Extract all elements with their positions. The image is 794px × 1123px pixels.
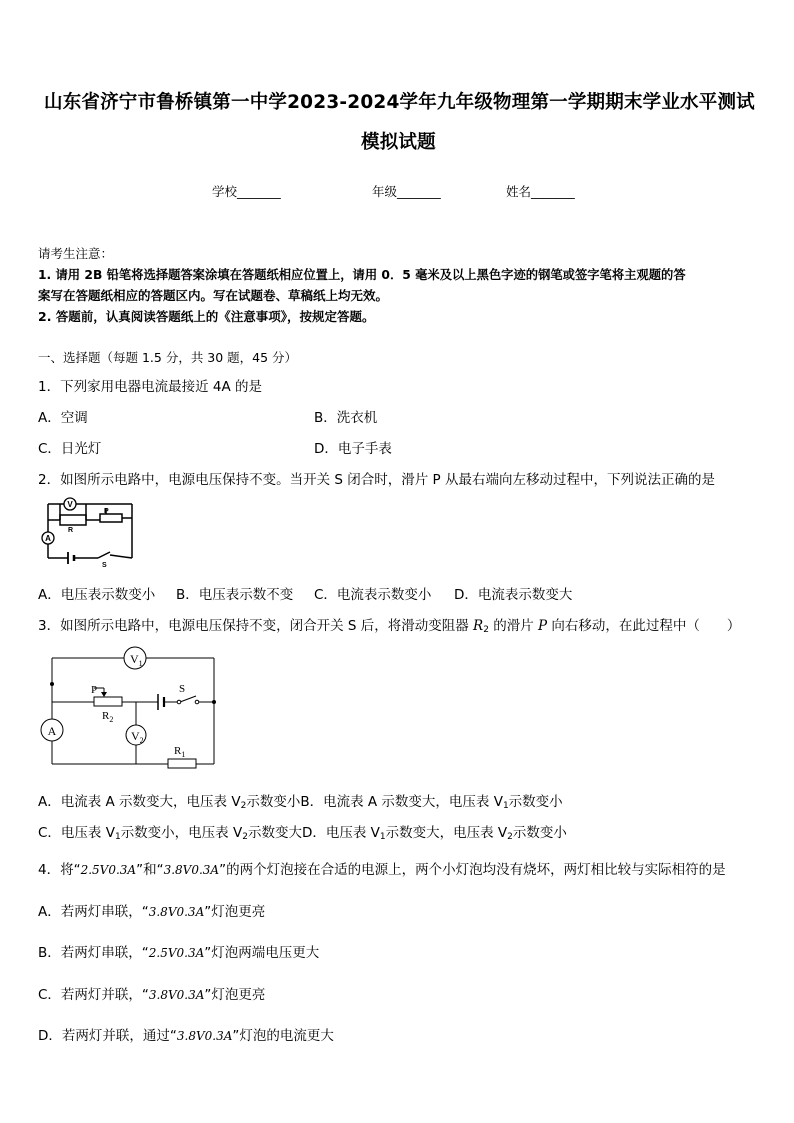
q2-option-c: C．电流表示数变小 [314, 587, 432, 603]
q2-resistor-label: R [68, 527, 74, 534]
section1-heading: 一、选择题（每题 1.5 分，共 30 题，45 分） [38, 350, 298, 365]
q1-option-d: D．电子手表 [314, 441, 392, 457]
q3-slider-label: P [91, 684, 98, 696]
exam-title-line2: 模拟试题 [361, 132, 436, 153]
q3-circuit-diagram [36, 646, 220, 772]
notice-item1-line2: 案写在答题纸相应的答题区内。写在试题卷、草稿纸上均无效。 [38, 288, 389, 303]
q3-stem: 3．如图所示电路中，电源电压保持不变，闭合开关 S 后，将滑动变阻器 $R_2$ 的滑片 P 向右移动，在此过程中（ ） [38, 618, 741, 635]
grade-field: 年级_______ [372, 184, 441, 199]
q1-option-c: C．日光灯 [38, 441, 102, 457]
q2-stem: 2．如图所示电路中，电源电压保持不变。当开关 S 闭合时，滑片 P 从最右端向左移动过程中，下列说法正确的是 [38, 472, 715, 488]
q2-voltmeter-label: V [67, 500, 73, 509]
q4-option-a: A．若两灯串联，“3.8V0.3A”灯泡更亮 [38, 904, 266, 920]
q4-option-c: C．若两灯并联，“3.8V0.3A”灯泡更亮 [38, 987, 266, 1003]
q3-option-b: B．电流表 A 示数变大，电压表 $V_1$示数变小 [300, 794, 563, 811]
q4-stem: 4．将“2.5V0.3A”和“3.8V0.3A”的两个灯泡接在合适的电源上，两个小灯泡均没有烧坏，两灯相比较与实际相符的是 [38, 862, 726, 878]
exam-title-line1: 山东省济宁市鲁桥镇第一中学2023-2024学年九年级物理第一学期期末学业水平测试 [44, 92, 755, 113]
notice-item2: 2. 答题前，认真阅读答题纸上的《注意事项》，按规定答题。 [38, 309, 375, 324]
q3-options-cd [38, 821, 567, 842]
q3-option-c: C．电压表 $V_1$示数变小，电压表 $V_2$示数变大 [38, 825, 302, 842]
q1-option-b: B．洗衣机 [314, 410, 378, 426]
q4-option-d: D．若两灯并联，通过“3.8V0.3A”灯泡的电流更大 [38, 1028, 334, 1044]
q1-option-a: A．空调 [38, 410, 88, 426]
notice-heading: 请考生注意： [38, 246, 114, 261]
q2-slider-label: P [104, 508, 109, 515]
q3-r1-label: $R_1$ [174, 745, 186, 759]
school-field: 学校_______ [212, 184, 281, 199]
q3-switch-label: S [179, 683, 186, 695]
q3-options-ab [38, 790, 563, 811]
q3-v1-label: $V_1$ [130, 652, 143, 668]
q2-circuit-diagram [40, 496, 140, 568]
q3-option-a: A．电流表 A 示数变大，电压表 $V_2$示数变小 [38, 794, 301, 811]
q3-r2-label: $R_2$ [102, 710, 114, 724]
q2-ammeter-label: A [45, 534, 51, 543]
q4-option-b: B．若两灯串联，“2.5V0.3A”灯泡两端电压更大 [38, 945, 320, 961]
q3-v2-label: $V_2$ [131, 729, 144, 745]
notice-item1-line1: 1. 请用 2B 铅笔将选择题答案涂填在答题纸相应位置上，请用 0．5 毫米及以上黑色字迹的钢笔或签字笔将主观题的答 [38, 268, 686, 282]
q2-switch-label: S [102, 562, 107, 569]
q1-stem: 1．下列家用电器电流最接近 4A 的是 [38, 379, 262, 395]
q3-ammeter-label: A [47, 724, 57, 738]
q2-option-a: A．电压表示数变小 [38, 587, 156, 603]
q3-option-d: D．电压表 $V_1$示数变大，电压表 $V_2$示数变小 [301, 825, 567, 842]
q2-option-d: D．电流表示数变大 [454, 587, 573, 603]
name-field: 姓名_______ [506, 184, 575, 199]
q2-option-b: B．电压表示数不变 [176, 587, 294, 603]
